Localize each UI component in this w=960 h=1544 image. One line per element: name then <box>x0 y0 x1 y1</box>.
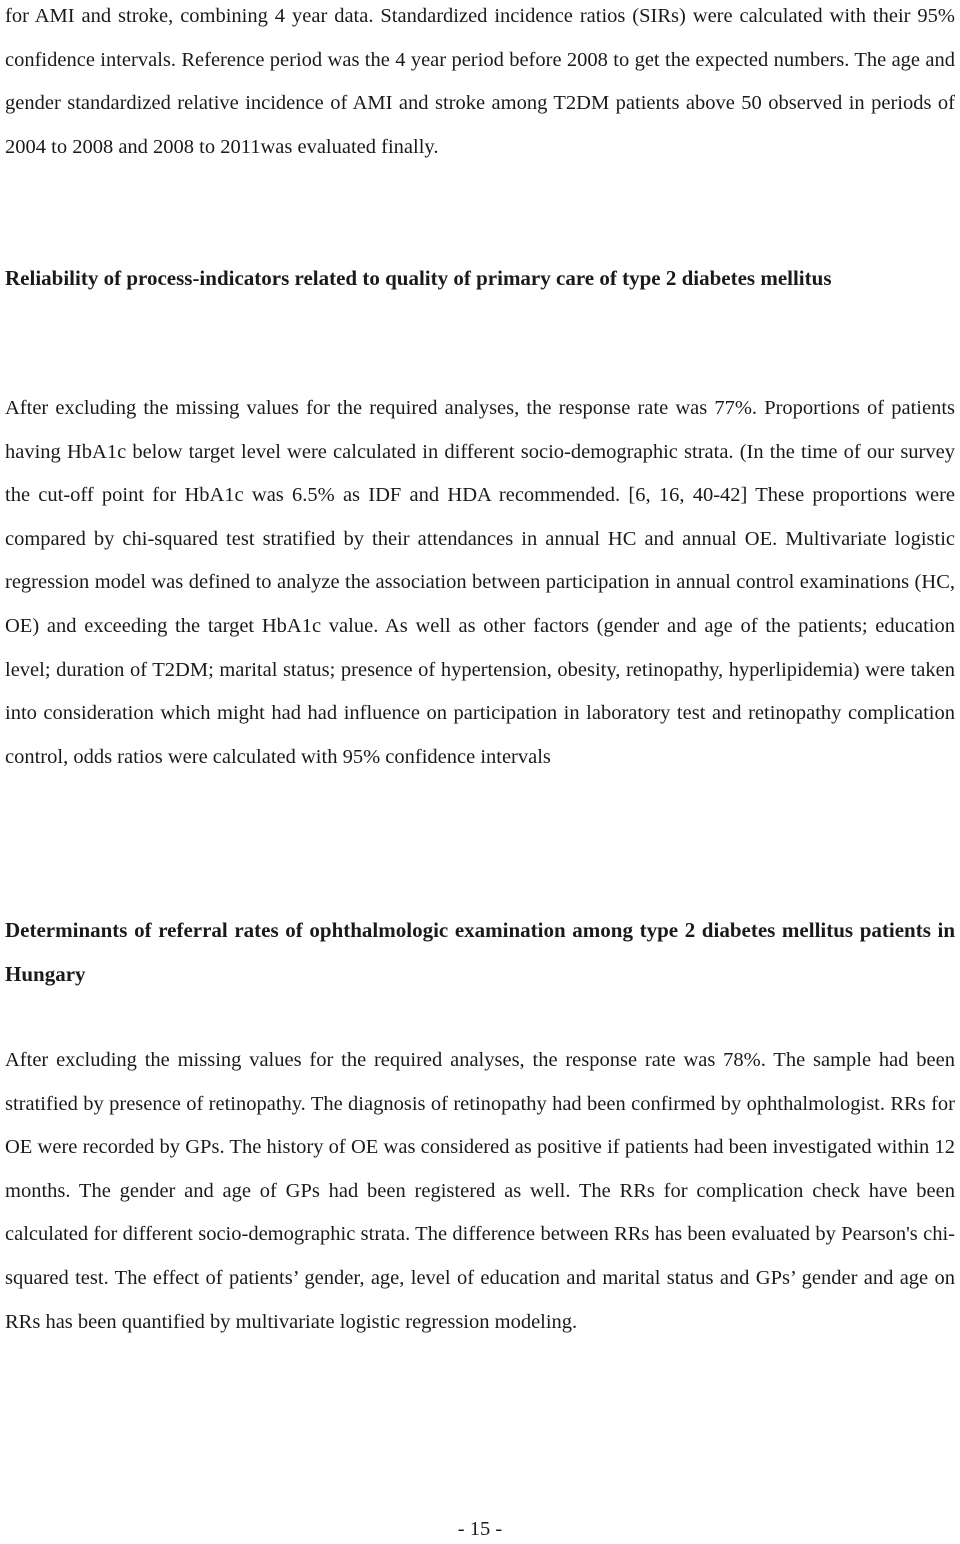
section-heading: Reliability of process-indicators related to quality of primary care of type 2 diabetes mellitus <box>5 266 832 290</box>
body-paragraph: After excluding the missing values for the required analyses, the response rate was 77%. Proportions of patients having HbA1c below target level were calculated in different socio-demographic strata. (In the time of our survey the cut-off point for HbA1c was 6.5% as IDF and HDA recommended. [6, 16, 40-42] These proportions were compared by chi-squared test stratified by their attendances in annual HC and annual OE. Multivariate logistic regression model was defined to analyze the association between participation in annual control examinations (HC, OE) and exceeding the target HbA1c value. As well as other factors (gender and age of the patients; education level; duration of T2DM; marital status; presence of hypertension, obesity, retinopathy, hyperlipidemia) were taken into consideration which might had had influence on participation in laboratory test and retinopathy complication control, odds ratios were calculated with 95% confidence intervals <box>5 397 955 768</box>
body-paragraph: After excluding the missing values for the required analyses, the response rate was 78%. The sample had been stratified by presence of retinopathy. The diagnosis of retinopathy had been confirmed by ophthalmologist. RRs for OE were recorded by GPs. The history of OE was considered as positive if patients had been investigated within 12 months. The gender and age of GPs had been registered as well. The RRs for complication check have been calculated for different socio-demographic strata. The difference between RRs has been evaluated by Pearson's chi-squared test. The effect of patients’ gender, age, level of education and marital status and GPs’ gender and age on RRs has been quantified by multivariate logistic regression modeling. <box>5 1049 955 1333</box>
page-number: - 15 - <box>457 1518 503 1540</box>
body-paragraph: for AMI and stroke, combining 4 year data. Standardized incidence ratios (SIRs) were calculated with their 95% confidence intervals. Reference period was the 4 year period before 2008 to get the expected numbers. The age and gender standardized relative incidence of AMI and stroke among T2DM patients above 50 observed in periods of 2004 to 2008 and 2008 to 2011was evaluated finally. <box>5 5 955 158</box>
section-heading: Determinants of referral rates of ophthalmologic examination among type 2 diabetes mellitus patients in Hungary <box>5 918 955 986</box>
